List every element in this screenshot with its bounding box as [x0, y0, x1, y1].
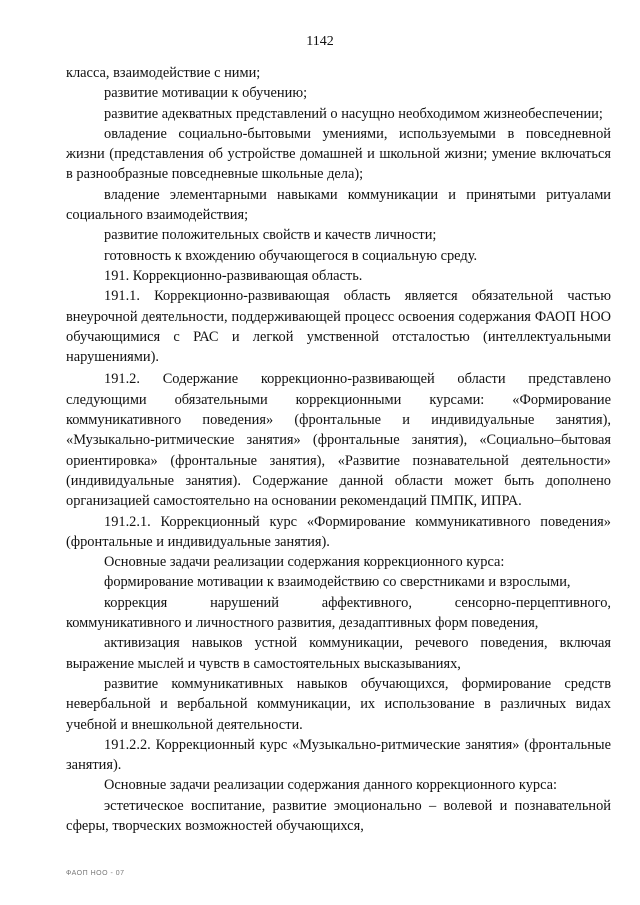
paragraph: готовность к вхождению обучающегося в социальную среду. [104, 247, 478, 264]
paragraph: 191.2.2. Коррекционный курс «Музыкально-ритмические занятия» (фронтальные занятия). [66, 736, 611, 774]
paragraph: 191.2. Содержание коррекционно-развивающей области представлено следующими обязательными коррекционными курсами: «Формирование коммуникативного поведения» (фронтальные и индивидуальные занятия), «Музыкально-ритмические занятия» (фронтальные занятия), «Социально–бытовая ориентировка» (фронтальные занятия), «Развитие познавательной деятельности» (индивидуальные занятия). Содержание данной области может быть дополнено организацией самостоятельно на основании рекомендаций ПМПК, ИПРА. [66, 371, 611, 510]
paragraph: владение элементарными навыками коммуникации и принятыми ритуалами социального взаимодействия; [66, 186, 611, 224]
page-number: 1142 [306, 34, 334, 49]
section-heading: 191. Коррекционно-развивающая область. [104, 267, 363, 284]
footer-code: ФАОП НОО - 07 [66, 870, 125, 877]
paragraph: 191.1. Коррекционно-развивающая область является обязательной частью внеурочной деятельности, поддерживающей процесс освоения содержания ФАОП НОО обучающимися с РАС и легкой умственной отсталостью (интеллектуальными нарушениями). [66, 288, 611, 366]
document-body [66, 63, 611, 836]
paragraph: коррекция нарушений аффективного, сенсорно-перцептивного, коммуникативного и личностного развития, дезадаптивных форм поведения, [66, 594, 611, 632]
paragraph: формирование мотивации к взаимодействию со сверстниками и взрослыми, [104, 574, 571, 591]
paragraph: развитие адекватных представлений о насущно необходимом жизнеобеспечении; [104, 105, 603, 122]
paragraph: развитие коммуникативных навыков обучающихся, формирование средств невербальной и вербальной коммуникации, их использование в различных видах учебной и внешкольной деятельности. [66, 675, 611, 733]
paragraph: развитие положительных свойств и качеств личности; [104, 227, 437, 244]
paragraph: класса, взаимодействие с ними; [66, 65, 261, 81]
paragraph: Основные задачи реализации содержания коррекционного курса: [104, 554, 505, 571]
paragraph: овладение социально-бытовыми умениями, используемыми в повседневной жизни (представления об устройстве домашней и школьной жизни; умение включаться в разнообразные повседневные школьные дела); [66, 125, 611, 183]
paragraph: Основные задачи реализации содержания данного коррекционного курса: [104, 777, 558, 794]
paragraph: эстетическое воспитание, развитие эмоционально – волевой и познавательной сферы, творческих возможностей обучающихся, [66, 797, 611, 834]
paragraph: 191.2.1. Коррекционный курс «Формирование коммуникативного поведения» (фронтальные и индивидуальные занятия). [66, 513, 611, 550]
paragraph: развитие мотивации к обучению; [104, 85, 308, 102]
paragraph: активизация навыков устной коммуникации, речевого поведения, включая выражение мыслей и чувств в самостоятельных высказываниях, [66, 635, 611, 672]
